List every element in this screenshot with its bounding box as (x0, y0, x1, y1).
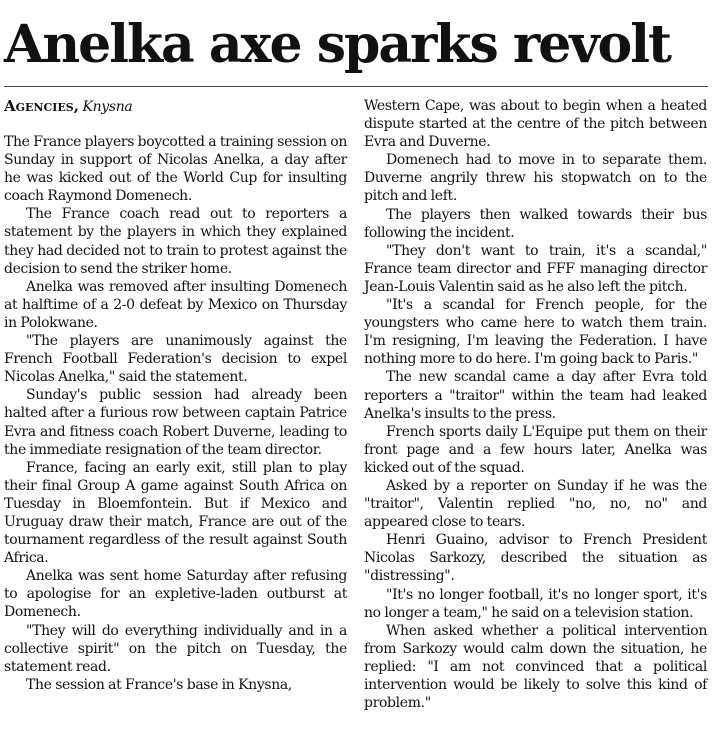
paragraph: The new scandal came a day after Evra told reporters a "traitor" within the team had leaked Anelka's insults to the press. (364, 369, 707, 422)
left-column (4, 97, 347, 694)
paragraph: "It's no longer football, it's no longer sport, it's no longer a team," he said on a television station. (364, 586, 707, 621)
paragraph: The France coach read out to reporters a statement by the players in which they explained they had decided not to train to protest against the decision to send the striker home. (4, 206, 347, 277)
paragraph: "The players are unanimously against the French Football Federation's decision to expel Nicolas Anelka," said the statement. (4, 333, 347, 386)
paragraph: Sunday's public session had already been halted after a furious row between captain Patrice Evra and fitness coach Robert Duverne, leading to the immediate resignation of the team director. (4, 387, 347, 458)
paragraph: Domenech had to move in to separate them. Duverne angrily threw his stopwatch on to the pitch and left. (364, 152, 707, 205)
headline: Anelka axe sparks revolt (4, 14, 670, 75)
paragraph: Henri Guaino, advisor to French President Nicolas Sarkozy, described the situation as "distressing". (364, 532, 707, 585)
byline (4, 97, 347, 116)
paragraph: France, facing an early exit, still plan to play their final Group A game against South Africa on Tuesday in Bloemfontein. But if Mexico and Uruguay draw their match, France are out of the tournament regardless of the result against South Africa. (4, 459, 347, 567)
paragraph: Asked by a reporter on Sunday if he was the "traitor", Valentin replied "no, no, no" and appeared close to tears. (364, 477, 707, 531)
paragraph: The session at France's base in Knysna, (26, 676, 293, 693)
paragraph: French sports daily L'Equipe put them on their front page and a few hours later, Anelka was kicked out of the squad. (364, 423, 707, 476)
paragraph: "They will do everything individually and in a collective spirit" on the pitch on Tuesday, the statement read. (4, 622, 347, 675)
byline-agency: Agencies, (4, 97, 79, 115)
paragraph: Western Cape, was about to begin when a heated dispute started at the centre of the pitch between Evra and Duverne. (364, 98, 707, 151)
right-column (364, 97, 707, 712)
paragraph: The France players boycotted a training session on Sunday in support of Nicolas Anelka, a day after he was kicked out of the World Cup for insulting coach Raymond Domenech. (4, 134, 347, 205)
paragraph: "They don't want to train, it's a scandal," France team director and FFF managing director Jean-Louis Valentin said as he also left the pitch. (364, 242, 707, 295)
paragraph: Anelka was removed after insulting Domenech at halftime of a 2-0 defeat by Mexico on Thursday in Polokwane. (4, 278, 347, 331)
paragraph: Anelka was sent home Saturday after refusing to apologise for an expletive-laden outburst at Domenech. (4, 568, 347, 621)
paragraph: The players then walked towards their bus following the incident. (364, 206, 707, 241)
paragraph: When asked whether a political intervention from Sarkozy would calm down the situation, he replied: "I am not convinced that a political intervention would be likely to solve this kind of problem." (364, 622, 707, 712)
byline-location: Knysna (82, 99, 133, 115)
paragraph: "It's a scandal for French people, for the youngsters who came here to watch them train. I'm resigning, I'm leaving the Federation. I have nothing more to do here. I'm going back to Paris." (364, 297, 707, 368)
headline-rule (4, 86, 708, 87)
